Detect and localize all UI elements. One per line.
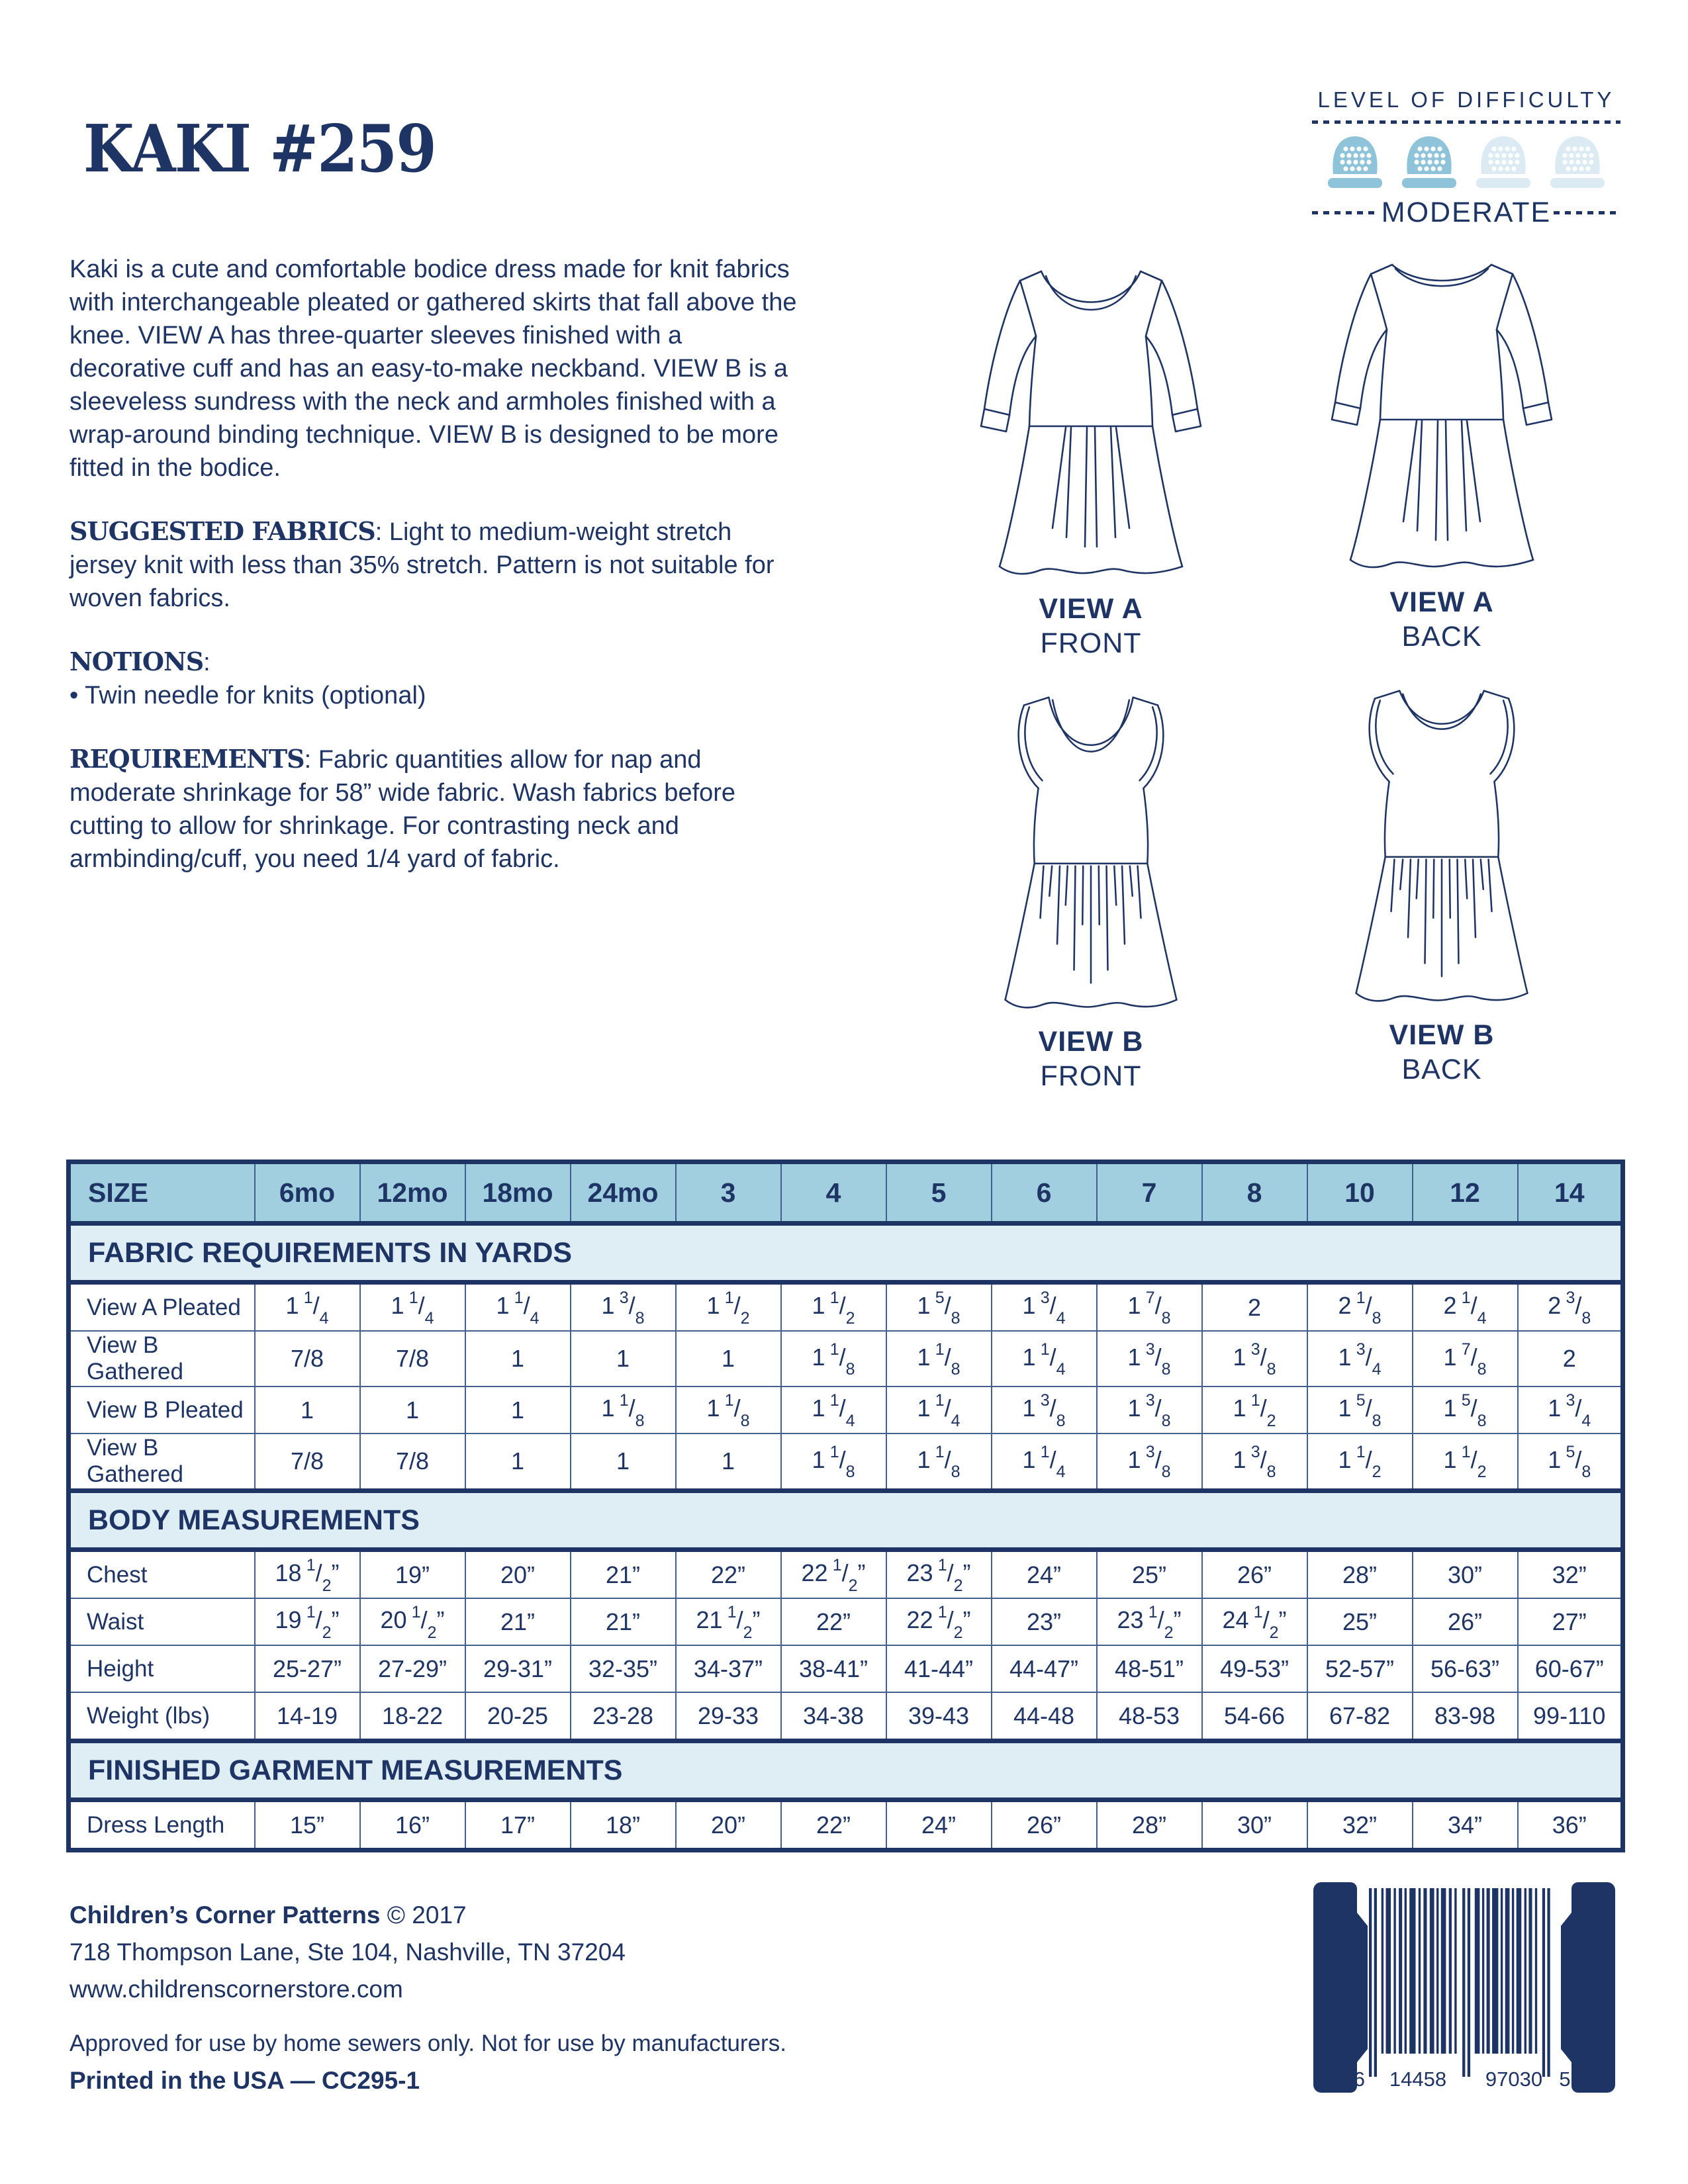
table-cell: 1	[571, 1433, 676, 1491]
table-cell: 1 $^3/_8$	[1097, 1331, 1202, 1387]
table-cell: 1 $^3/_8$	[1202, 1331, 1307, 1387]
dashed-divider	[1554, 211, 1620, 214]
table-cell: 22 $^1/_2$”	[886, 1598, 992, 1645]
table-cell: 1	[255, 1387, 360, 1433]
table-cell: 23-28	[571, 1692, 676, 1741]
requirements-heading: REQUIREMENTS	[70, 744, 305, 774]
pattern-description: Kaki is a cute and comfortable bodice dress made for knit fabrics with interchangeable pleated or gathered skirts that fall above the knee. VIEW A has three-quarter sleeves finished with a decorative cuff and has an easy-to-make neckband. VIEW B is a sleeveless sundress with the neck and armholes finished with a wrap-around binding technique. VIEW B is designed to be more fitted in the bodice.	[70, 255, 797, 482]
table-cell: 1 $^5/_8$	[1518, 1433, 1623, 1491]
view-a-front-illustration	[932, 257, 1250, 588]
table-cell: 26”	[992, 1800, 1097, 1850]
table-row	[69, 1598, 1623, 1645]
table-cell: 32”	[1518, 1550, 1623, 1599]
notions-heading-line	[70, 645, 801, 679]
table-cell: 25”	[1307, 1598, 1413, 1645]
difficulty-level: MODERATE	[1381, 197, 1552, 228]
table-cell: 1 $^1/_8$	[781, 1433, 886, 1491]
table-cell: 48-51”	[1097, 1645, 1202, 1692]
view-name: VIEW A	[1389, 586, 1494, 618]
view-a-back-illustration	[1283, 250, 1601, 581]
table-cell: 1 $^5/_8$	[1413, 1387, 1518, 1433]
view-b-back-illustration	[1283, 683, 1601, 1014]
table-cell: 36”	[1518, 1800, 1623, 1850]
size-column-header: 5	[886, 1162, 992, 1224]
table-cell: 16”	[360, 1800, 465, 1850]
table-cell: 1 $^3/_8$	[1097, 1387, 1202, 1433]
difficulty-label: LEVEL OF DIFFICULTY	[1317, 87, 1615, 112]
table-cell: 49-53”	[1202, 1645, 1307, 1692]
table-cell: 20-25	[465, 1692, 571, 1741]
table-cell: 1 $^1/_2$	[676, 1283, 781, 1332]
dashed-divider	[1312, 120, 1620, 124]
table-cell: 1 $^5/_8$	[886, 1283, 992, 1332]
table-cell: 39-43	[886, 1692, 992, 1741]
footer	[70, 1897, 1062, 2099]
view-b-front-illustration	[932, 690, 1250, 1021]
table-cell: 1 $^3/_4$	[1307, 1331, 1413, 1387]
table-cell: 18”	[571, 1800, 676, 1850]
table-cell: 18 $^1/_2$”	[255, 1550, 360, 1599]
table-cell: 1 $^1/_4$	[992, 1331, 1097, 1387]
copyright-year: © 2017	[380, 1901, 467, 1929]
table-cell: 1 $^1/_4$	[992, 1433, 1097, 1491]
table-cell: 1 $^3/_8$	[992, 1387, 1097, 1433]
table-cell: 1 $^3/_8$	[571, 1283, 676, 1332]
intro-copy	[70, 253, 801, 906]
table-cell: 1 $^1/_8$	[571, 1387, 676, 1433]
table-cell: 27-29”	[360, 1645, 465, 1692]
table-cell: 28”	[1097, 1800, 1202, 1850]
thimble-icon	[1470, 130, 1536, 191]
table-cell: 1 $^1/_4$	[781, 1387, 886, 1433]
table-cell: 1	[360, 1387, 465, 1433]
table-cell: 1	[465, 1387, 571, 1433]
view-name: VIEW A	[1039, 593, 1143, 625]
difficulty-level-row	[1312, 197, 1620, 229]
size-column-header: 10	[1307, 1162, 1413, 1224]
table-cell: 21”	[571, 1598, 676, 1645]
barcode-bars	[1369, 1888, 1550, 2077]
table-row	[69, 1645, 1623, 1692]
table-cell: 1	[465, 1433, 571, 1491]
table-cell: 1 $^1/_2$	[1413, 1433, 1518, 1491]
row-label: View B Gathered	[69, 1433, 255, 1491]
size-column-header: 6	[992, 1162, 1097, 1224]
section-title: BODY MEASUREMENTS	[69, 1491, 1623, 1550]
table-cell: 56-63”	[1413, 1645, 1518, 1692]
suggested-fabrics-text: : Light to medium-weight stretch jersey knit with less than 35% stretch. Pattern is not suitable for woven fabrics.	[70, 518, 774, 612]
view-b-front-caption	[932, 1024, 1250, 1093]
table-cell: 22”	[781, 1800, 886, 1850]
table-cell: 17”	[465, 1800, 571, 1850]
table-cell: 30”	[1413, 1550, 1518, 1599]
view-name: VIEW B	[1038, 1026, 1144, 1058]
table-cell: 23 $^1/_2$”	[1097, 1598, 1202, 1645]
requirements-text: : Fabric quantities allow for nap and moderate shrinkage for 58” wide fabric. Wash fabrics before cutting to allow for shrinkage. For contrasting neck and armbinding/cuff, you need 1/4 yard of fabric.	[70, 746, 736, 873]
size-column-header: 6mo	[255, 1162, 360, 1224]
table-cell: 30”	[1202, 1800, 1307, 1850]
suggested-fabrics	[70, 515, 801, 615]
table-cell: 54-66	[1202, 1692, 1307, 1741]
view-a-back-figure	[1283, 250, 1601, 654]
requirements	[70, 743, 801, 876]
section-header-row	[69, 1491, 1623, 1550]
table-cell: 1 $^1/_4$	[465, 1283, 571, 1332]
table-row	[69, 1331, 1623, 1387]
view-position: FRONT	[1040, 627, 1142, 659]
barcode-left-bracket	[1313, 1882, 1368, 2093]
table-row	[69, 1283, 1623, 1332]
table-cell: 14-19	[255, 1692, 360, 1741]
section-header-row	[69, 1224, 1623, 1283]
table-cell: 22 $^1/_2$”	[781, 1550, 886, 1599]
table-cell: 7/8	[255, 1433, 360, 1491]
table-cell: 19 $^1/_2$”	[255, 1598, 360, 1645]
address-line: 718 Thompson Lane, Ste 104, Nashville, TN 37204	[70, 1938, 626, 1966]
table-cell: 22”	[781, 1598, 886, 1645]
row-label: Waist	[69, 1598, 255, 1645]
table-cell: 1	[676, 1331, 781, 1387]
table-cell: 2	[1202, 1283, 1307, 1332]
row-label: Dress Length	[69, 1800, 255, 1850]
row-label: View A Pleated	[69, 1283, 255, 1332]
size-column-header: 7	[1097, 1162, 1202, 1224]
table-cell: 29-31”	[465, 1645, 571, 1692]
table-cell: 1 $^1/_4$	[886, 1387, 992, 1433]
table-cell: 52-57”	[1307, 1645, 1413, 1692]
table-cell: 1 $^1/_2$	[1307, 1433, 1413, 1491]
table-cell: 2 $^1/_4$	[1413, 1283, 1518, 1332]
table-cell: 7/8	[360, 1331, 465, 1387]
table-cell: 21”	[465, 1598, 571, 1645]
table-cell: 20”	[465, 1550, 571, 1599]
table-cell: 1 $^1/_2$	[781, 1283, 886, 1332]
table-cell: 1 $^1/_8$	[676, 1387, 781, 1433]
table-header-row	[69, 1162, 1623, 1224]
table-cell: 15”	[255, 1800, 360, 1850]
table-cell: 1	[465, 1331, 571, 1387]
approval-line: Approved for use by home sewers only. Not for use by manufacturers.	[70, 2030, 786, 2056]
table-cell: 21”	[571, 1550, 676, 1599]
table-row	[69, 1433, 1623, 1491]
table-cell: 1 $^1/_4$	[360, 1283, 465, 1332]
row-label: Chest	[69, 1550, 255, 1599]
row-label: Height	[69, 1645, 255, 1692]
table-row	[69, 1800, 1623, 1850]
table-cell: 1 $^3/_4$	[992, 1283, 1097, 1332]
table-cell: 38-41”	[781, 1645, 886, 1692]
table-cell: 24 $^1/_2$”	[1202, 1598, 1307, 1645]
view-position: BACK	[1401, 621, 1482, 653]
table-cell: 67-82	[1307, 1692, 1413, 1741]
size-chart-table	[66, 1160, 1625, 1852]
barcode-digit: 6	[1353, 2068, 1365, 2091]
notions-colon: :	[203, 649, 211, 676]
table-cell: 32-35”	[571, 1645, 676, 1692]
table-cell: 1 $^3/_8$	[1097, 1433, 1202, 1491]
difficulty-meter	[1312, 87, 1620, 229]
table-cell: 18-22	[360, 1692, 465, 1741]
table-cell: 29-33	[676, 1692, 781, 1741]
table-cell: 24”	[992, 1550, 1097, 1599]
table-cell: 34-38	[781, 1692, 886, 1741]
printed-line: Printed in the USA — CC295-1	[70, 2067, 420, 2094]
table-cell: 25”	[1097, 1550, 1202, 1599]
view-a-back-caption	[1283, 585, 1601, 654]
table-row	[69, 1387, 1623, 1433]
table-cell: 1 $^7/_8$	[1413, 1331, 1518, 1387]
barcode-digit-group: 97030	[1485, 2068, 1543, 2091]
table-cell: 1 $^7/_8$	[1097, 1283, 1202, 1332]
table-cell: 1 $^1/_8$	[781, 1331, 886, 1387]
size-header-cell: SIZE	[69, 1162, 255, 1224]
table-row	[69, 1550, 1623, 1599]
barcode-digit-group: 14458	[1389, 2068, 1447, 2091]
table-row	[69, 1692, 1623, 1741]
table-cell: 1 $^1/_2$	[1202, 1387, 1307, 1433]
table-cell: 83-98	[1413, 1692, 1518, 1741]
row-label: View B Pleated	[69, 1387, 255, 1433]
table-cell: 20”	[676, 1800, 781, 1850]
section-header-row	[69, 1741, 1623, 1800]
barcode	[1312, 1878, 1617, 2098]
table-cell: 2 $^3/_8$	[1518, 1283, 1623, 1332]
view-a-front-caption	[932, 592, 1250, 660]
table-cell: 24”	[886, 1800, 992, 1850]
size-column-header: 18mo	[465, 1162, 571, 1224]
table-cell: 48-53	[1097, 1692, 1202, 1741]
table-cell: 1	[676, 1433, 781, 1491]
section-title: FINISHED GARMENT MEASUREMENTS	[69, 1741, 1623, 1800]
thimble-icon	[1396, 130, 1462, 191]
table-cell: 34”	[1413, 1800, 1518, 1850]
table-cell: 19”	[360, 1550, 465, 1599]
publisher-name: Children’s Corner Patterns	[70, 1901, 381, 1929]
barcode-right-bracket	[1561, 1882, 1615, 2093]
table-cell: 41-44”	[886, 1645, 992, 1692]
view-b-front-figure	[932, 690, 1250, 1093]
size-column-header: 3	[676, 1162, 781, 1224]
table-cell: 2 $^1/_8$	[1307, 1283, 1413, 1332]
table-cell: 1 $^1/_8$	[886, 1331, 992, 1387]
table-cell: 7/8	[360, 1433, 465, 1491]
table-cell: 7/8	[255, 1331, 360, 1387]
table-cell: 1 $^1/_4$	[255, 1283, 360, 1332]
suggested-fabrics-heading: SUGGESTED FABRICS	[70, 516, 375, 546]
table-cell: 60-67”	[1518, 1645, 1623, 1692]
size-column-header: 4	[781, 1162, 886, 1224]
notions-heading: NOTIONS	[70, 647, 204, 676]
size-column-header: 14	[1518, 1162, 1623, 1224]
row-label: View B Gathered	[69, 1331, 255, 1387]
size-column-header: 24mo	[571, 1162, 676, 1224]
table-cell: 25-27”	[255, 1645, 360, 1692]
thimble-icon	[1322, 130, 1388, 191]
barcode-digit: 5	[1559, 2068, 1571, 2091]
table-cell: 99-110	[1518, 1692, 1623, 1741]
table-cell: 26”	[1413, 1598, 1518, 1645]
table-cell: 23”	[992, 1598, 1097, 1645]
table-cell: 1 $^5/_8$	[1307, 1387, 1413, 1433]
section-title: FABRIC REQUIREMENTS IN YARDS	[69, 1224, 1623, 1283]
notions-bullet: • Twin needle for knits (optional)	[70, 682, 426, 709]
table-cell: 34-37”	[676, 1645, 781, 1692]
size-column-header: 12	[1413, 1162, 1518, 1224]
view-position: BACK	[1401, 1054, 1482, 1085]
view-name: VIEW B	[1389, 1019, 1495, 1051]
page-title: KAKI #259	[83, 111, 436, 187]
table-cell: 44-47”	[992, 1645, 1097, 1692]
size-chart	[66, 1160, 1625, 1852]
table-cell: 23 $^1/_2$”	[886, 1550, 992, 1599]
table-cell: 20 $^1/_2$”	[360, 1598, 465, 1645]
row-label: Weight (lbs)	[69, 1692, 255, 1741]
table-cell: 2	[1518, 1331, 1623, 1387]
table-cell: 21 $^1/_2$”	[676, 1598, 781, 1645]
view-b-back-caption	[1283, 1018, 1601, 1087]
table-cell: 1	[571, 1331, 676, 1387]
table-cell: 1 $^1/_8$	[886, 1433, 992, 1491]
thimble-rating	[1312, 130, 1620, 191]
table-cell: 22”	[676, 1550, 781, 1599]
size-column-header: 8	[1202, 1162, 1307, 1224]
view-position: FRONT	[1040, 1060, 1142, 1092]
copyright-line	[70, 1897, 1062, 1934]
table-cell: 26”	[1202, 1550, 1307, 1599]
view-b-back-figure	[1283, 683, 1601, 1087]
dashed-divider	[1312, 211, 1379, 214]
table-cell: 1 $^3/_4$	[1518, 1387, 1623, 1433]
website-line: www.childrenscornerstore.com	[70, 1976, 403, 2003]
size-column-header: 12mo	[360, 1162, 465, 1224]
table-cell: 28”	[1307, 1550, 1413, 1599]
thimble-icon	[1544, 130, 1611, 191]
table-cell: 27”	[1518, 1598, 1623, 1645]
table-cell: 32”	[1307, 1800, 1413, 1850]
table-cell: 44-48	[992, 1692, 1097, 1741]
table-cell: 1 $^3/_8$	[1202, 1433, 1307, 1491]
view-a-front-figure	[932, 257, 1250, 660]
